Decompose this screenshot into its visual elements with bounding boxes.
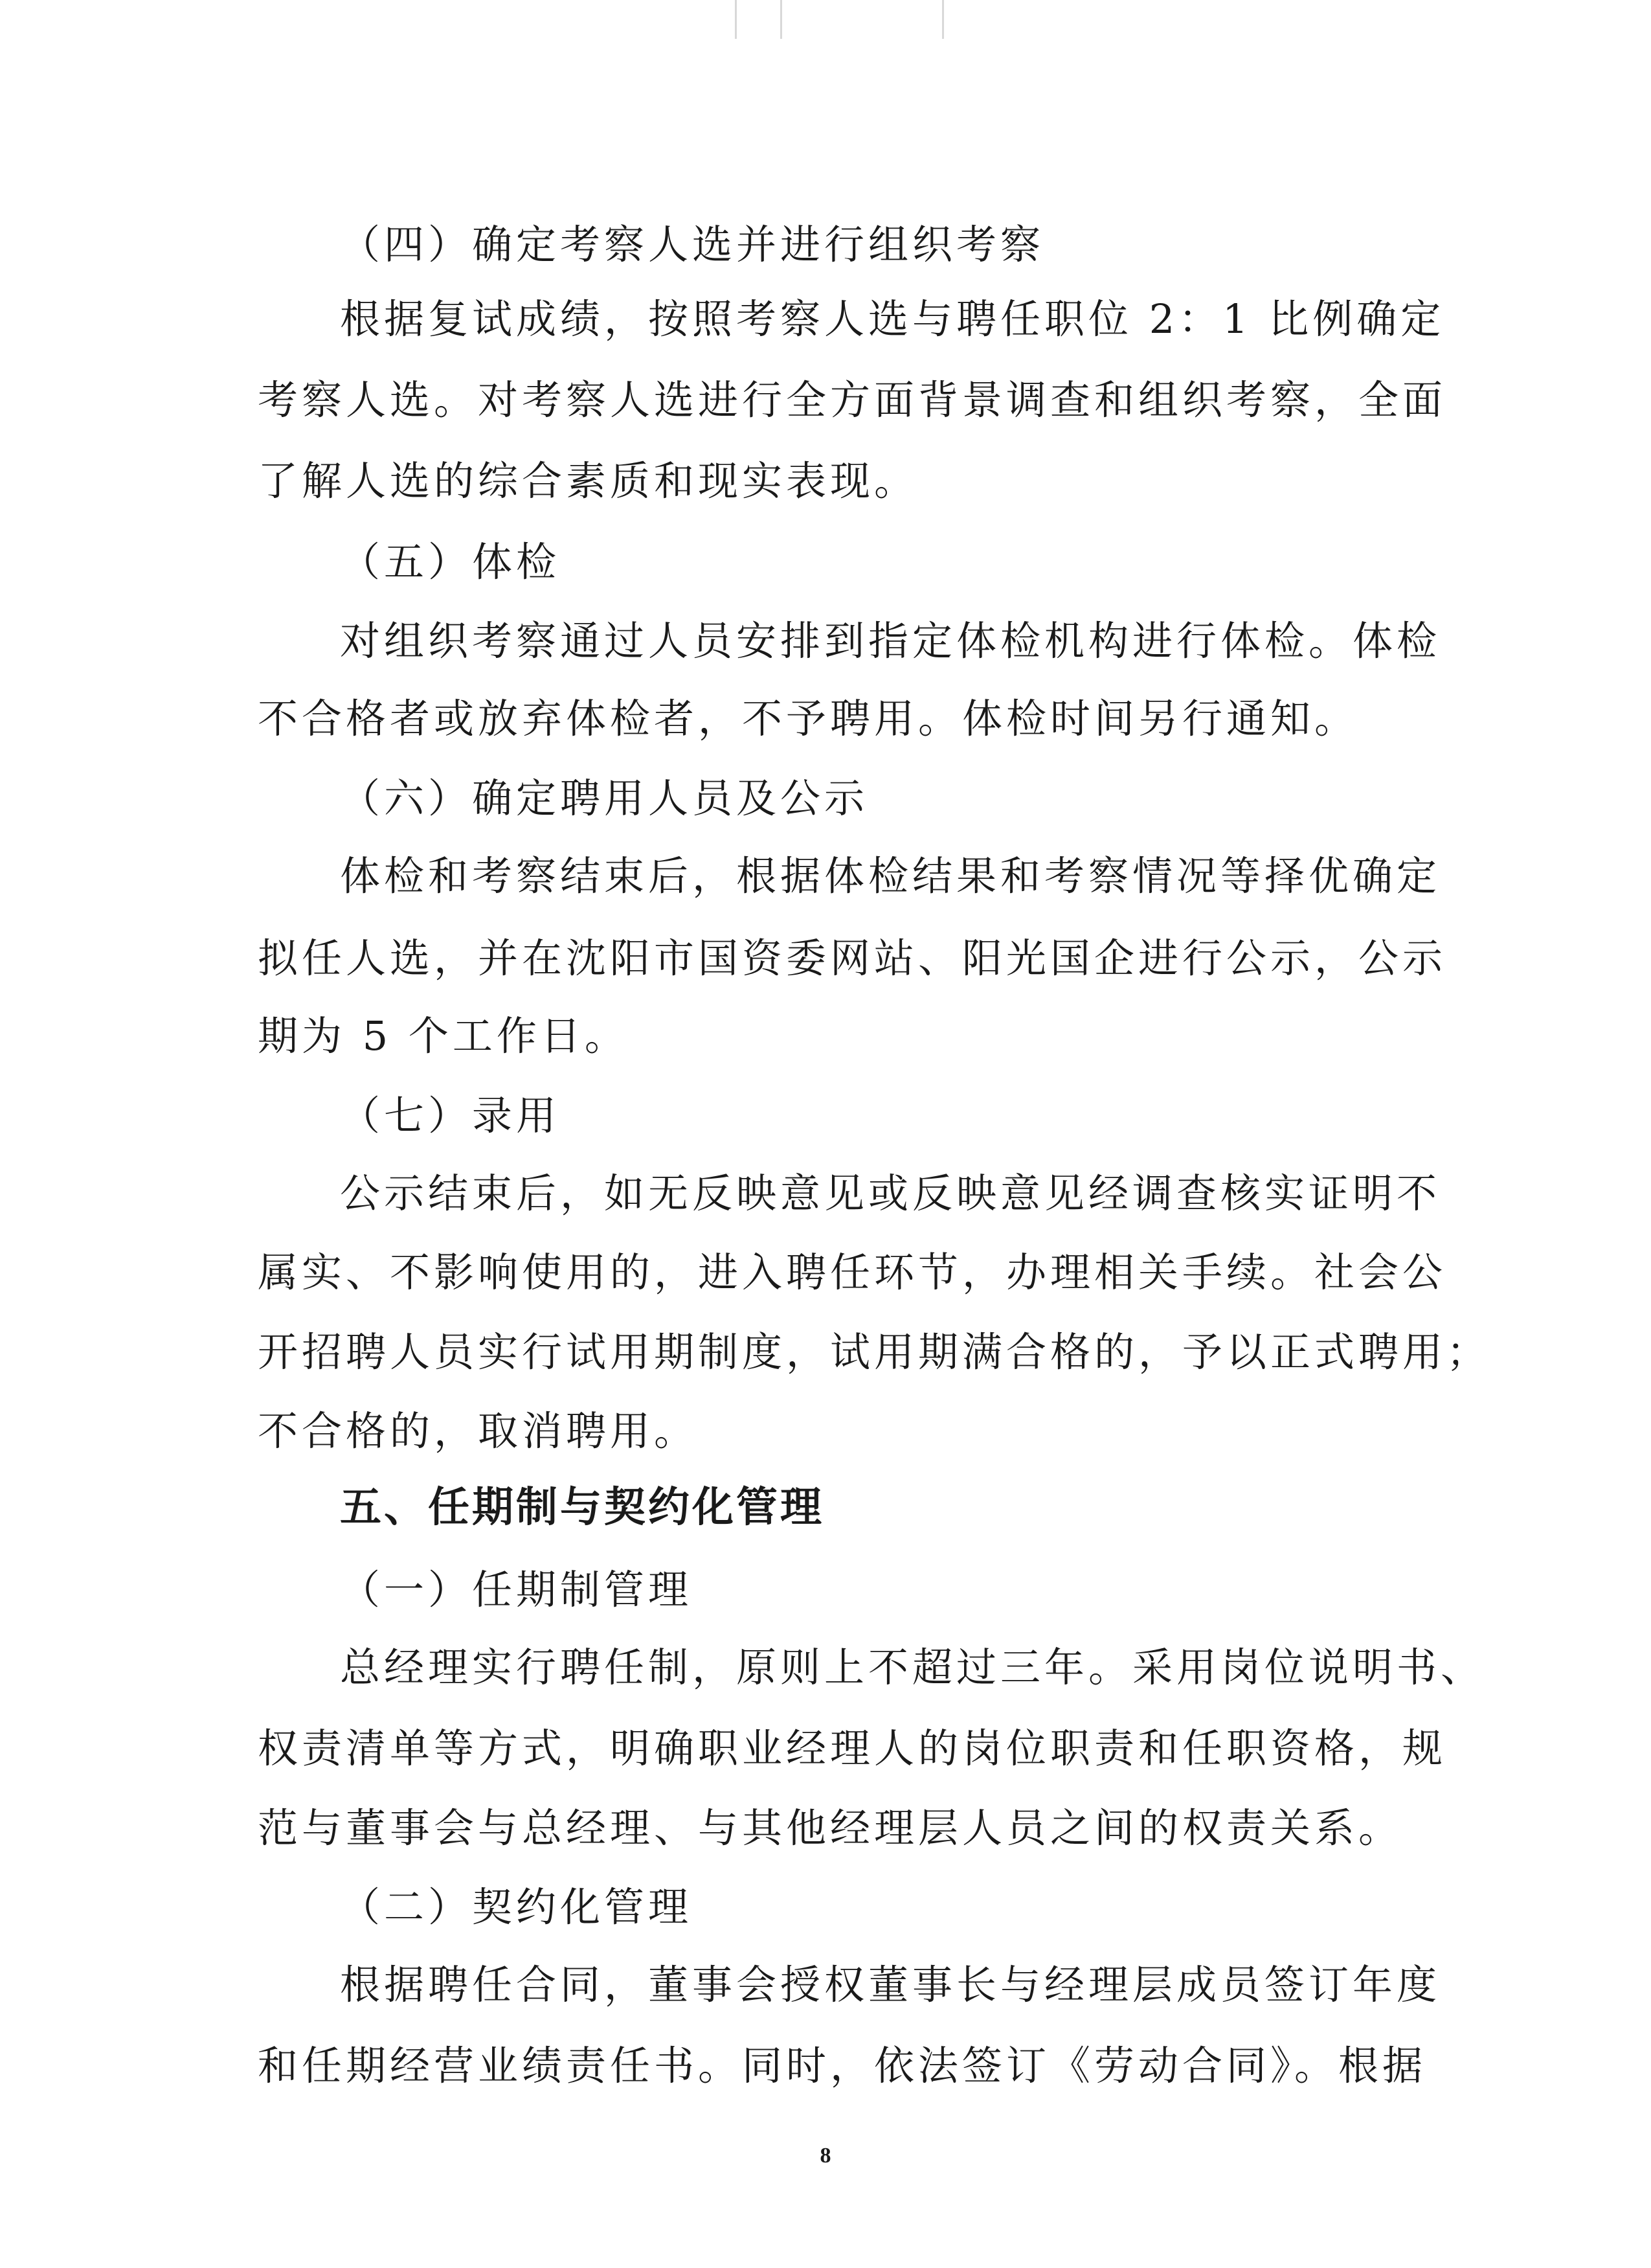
- part-5-heading: 五、任期制与契约化管理: [340, 1484, 824, 1532]
- section-5-title: （五）体检: [340, 538, 561, 585]
- section-7-line-4: 不合格的，取消聘用。: [258, 1407, 699, 1455]
- section-7-line-2: 属实、不影响使用的，进入聘任环节，办理相关手续。社会公: [258, 1249, 1447, 1296]
- section-4-line-3: 了解人选的综合素质和现实表现。: [258, 457, 919, 505]
- part-5-sub-1-line-2: 权责清单等方式，明确职业经理人的岗位职责和任职资格，规: [258, 1725, 1447, 1772]
- part-5-sub-2-title: （二）契约化管理: [340, 1883, 693, 1931]
- part-5-sub-2-line-1: 根据聘任合同，董事会授权董事长与经理层成员签订年度: [340, 1961, 1441, 2008]
- scan-mark: [942, 0, 944, 39]
- section-6-line-3: 期为 5 个工作日。: [258, 1012, 629, 1060]
- section-5-line-1: 对组织考察通过人员安排到指定体检机构进行体检。体检: [340, 617, 1441, 664]
- part-5-sub-2-line-2: 和任期经营业绩责任书。同时，依法签订《劳动合同》。根据: [258, 2042, 1427, 2089]
- part-5-sub-1-line-1: 总经理实行聘任制，原则上不超过三年。采用岗位说明书、: [340, 1644, 1485, 1691]
- section-7-title: （七）录用: [340, 1092, 561, 1139]
- part-5-sub-1-line-3: 范与董事会与总经理、与其他经理层人员之间的权责关系。: [258, 1804, 1403, 1852]
- section-6-title: （六）确定聘用人员及公示: [340, 775, 869, 822]
- scan-mark: [735, 0, 737, 39]
- scan-mark: [780, 0, 782, 39]
- part-5-sub-1-title: （一）任期制管理: [340, 1566, 693, 1613]
- section-4-line-1: 根据复试成绩，按照考察人选与聘任职位 2：1 比例确定: [340, 295, 1445, 343]
- page-number: 8: [820, 2144, 831, 2168]
- section-4-line-2: 考察人选。对考察人选进行全方面背景调查和组织考察，全面: [258, 376, 1447, 424]
- section-7-line-3: 开招聘人员实行试用期制度，试用期满合格的，予以正式聘用；: [258, 1328, 1491, 1376]
- section-5-line-2: 不合格者或放弃体检者，不予聘用。体检时间另行通知。: [258, 695, 1359, 742]
- section-7-line-1: 公示结束后，如无反映意见或反映意见经调查核实证明不: [340, 1170, 1441, 1217]
- section-6-line-2: 拟任人选，并在沈阳市国资委网站、阳光国企进行公示，公示: [258, 935, 1447, 982]
- section-4-title: （四）确定考察人选并进行组织考察: [340, 221, 1045, 268]
- section-6-line-1: 体检和考察结束后，根据体检结果和考察情况等择优确定: [340, 852, 1441, 900]
